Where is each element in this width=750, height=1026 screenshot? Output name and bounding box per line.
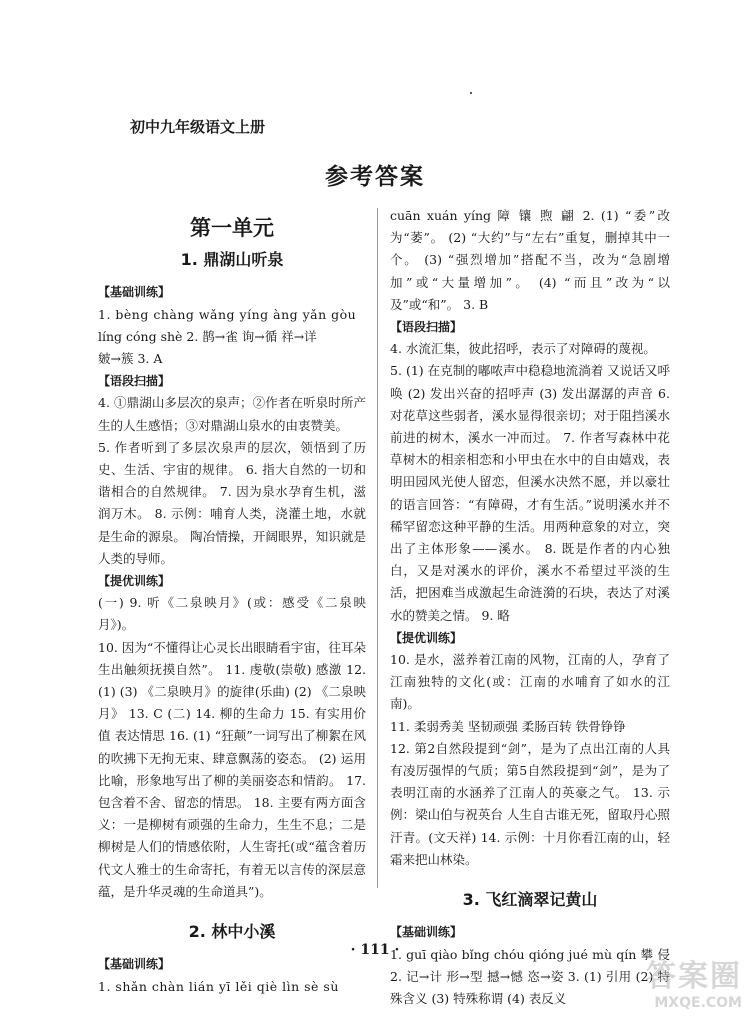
column-divider — [377, 208, 378, 888]
answer-1-3c: 1. guī qiào bǐng chóu qióng jué mù qín 攀 侵 2. 记→计 形→型 撼→憾 恣→姿 3. (1) 引用 (2) 特殊含义 (3) 特殊称谓 (4) 表反义 — [390, 946, 670, 1006]
section-para-2: 【语段扫描】 — [390, 320, 463, 335]
section-para: 【语段扫描】 — [98, 374, 171, 389]
lesson-heading-3: 3. 飞红滴翠记黄山 — [462, 890, 598, 910]
answer-11b: 11. 柔弱秀美 坚韧顽强 柔肠百转 铁骨铮铮 — [390, 718, 626, 734]
answer-pinyin-2: 1. shǎn chàn lián yī lěi qiè lìn sè sù — [98, 978, 339, 994]
section-basic: 【基础训练】 — [98, 285, 171, 300]
unit-heading: 第一单元 — [190, 216, 274, 240]
section-adv-2: 【提优训练】 — [390, 630, 463, 645]
answer-5-8: 5. 作者听到了多层次泉声的层次，领悟到了历史、生活、宇宙的规律。 6. 指大自然的一切和谐相合的自然规律。 7. 因为泉水孕育生机，滋润万木。 8. 示例：哺育人类，浇灌土地，水就是生命的源泉。 陶冶情操，开阔眼界，知识就是人类的导师。 — [98, 439, 366, 566]
watermark-url: MXQE.COM — [654, 995, 742, 1011]
section-basic-2: 【基础训练】 — [98, 957, 171, 972]
answer-4: 4. ①鼎湖山多层次的泉声；②作者在听泉时所产生的人生感悟；③对鼎湖山泉水的由衷赞美。 — [98, 395, 366, 433]
answer-2-3: cuān xuán yíng 障 镶 煦 翩 2. (1) “委”改为“萎”。 (2) “大约”与“左右”重复，删掉其中一个。 (3) “强烈增加”搭配不当，改为“急剧增加”或“大量增加”。 (4) “而且”改为“以及”或“和”。 3. B — [390, 208, 670, 312]
section-basic-3: 【基础训练】 — [390, 925, 463, 940]
site-watermark — [612, 960, 742, 1020]
answer-5-9: 5. (1) 在克制的嘟哝声中稳稳地流淌着 又说话又呼唤 (2) 发出兴奋的招呼声 (3) 发出潺潺的声音 6. 对花草这些弱者，溪水显得很亲切；对于阻挡溪水前进的树木，溪水一冲而过。 7. 作者写森林中花草树木的相亲相恋和小甲虫在水中的自由嬉戏，表明田园风光使人留恋，但溪水决然不愿，并以豪壮的语言回答：“有障碍，才有生活。”说明溪水并不稀罕留恋这种平静的生活。用两种意象的对立，突出了主体形象——溪水。 8. 既是作者的内心独白，又是对溪水的评价，溪水不希望过平淡的生活，把困难当成激起生命涟漪的石块，表达了对溪水的赞美之情。 9. 略 — [390, 363, 670, 623]
right-column — [390, 205, 670, 1010]
page-title: 参考答案 — [325, 164, 425, 190]
answer-10b: 10. 是水，滋养着江南的风物，江南的人，孕育了江南独特的文化(或：江南的水哺育了如水的江南)。 — [390, 652, 670, 712]
answer-4b: 4. 水流汇集，彼此招呼，表示了对障碍的蔑视。 — [390, 341, 656, 357]
book-header: 初中九年级语文上册 — [130, 118, 266, 136]
page-number: · 111 · — [350, 942, 400, 958]
answer-10-18: 10. 因为“不懂得让心灵长出眼睛看宇宙，往耳朵生出触须抚摸自然”。 11. 虔敬(崇敬) 感激 12. (1) (3) 《二泉映月》的旋律(乐曲) (2) 《二泉映月》 13. C (二) 14. 柳的生命力 15. 有实用价值 表达情思 16. (1) “狂颠”一词写出了柳絮在风的吹拂下无拘无束、肆意飘荡的姿态。 (2) 运用比喻，形象地写出了柳的美丽姿态和情韵。 17. 包含着不舍、留恋的情思。 18. 主要有两方面含义：一是柳树有顽强的生命力，生生不息；二是柳树是人们的情感依附，人生寄托(或“蕴含着历代文人雅士的生命寄托，有着无以言传的深层意蕴，是升华灵魂的生命道具”)。 — [98, 639, 366, 899]
answer-12-14: 12. 第2自然段提到“剑”，是为了点出江南的人具有凌厉强悍的气质；第5自然段提到“剑”，是为了表明江南的水涵养了江南人的英豪之气。 13. 示例：梁山伯与祝英台 人生自古谁无死，留取丹心照汗青。(文天祥) 14. 示例：十月你看江南的山，轻霜来把山林染。 — [390, 740, 670, 867]
speck — [470, 92, 472, 94]
section-adv: 【提优训练】 — [98, 574, 171, 589]
answer-pinyin-1: 1. bèng chàng wǎng yíng àng yǎn gòu — [98, 306, 357, 322]
answer-words-2: 皴→簇 3. A — [98, 351, 163, 367]
watermark-logo: 答案圈 — [646, 959, 742, 994]
left-column — [98, 205, 366, 998]
lesson-heading-1: 1. 鼎湖山听泉 — [180, 250, 284, 270]
lesson-heading-2: 2. 林中小溪 — [188, 922, 276, 942]
answer-9: (一) 9. 听《二泉映月》(或：感受《二泉映月》)。 — [98, 595, 366, 633]
answer-words-1: líng cóng shè 2. 鹊→雀 询→循 祥→详 — [98, 328, 317, 344]
